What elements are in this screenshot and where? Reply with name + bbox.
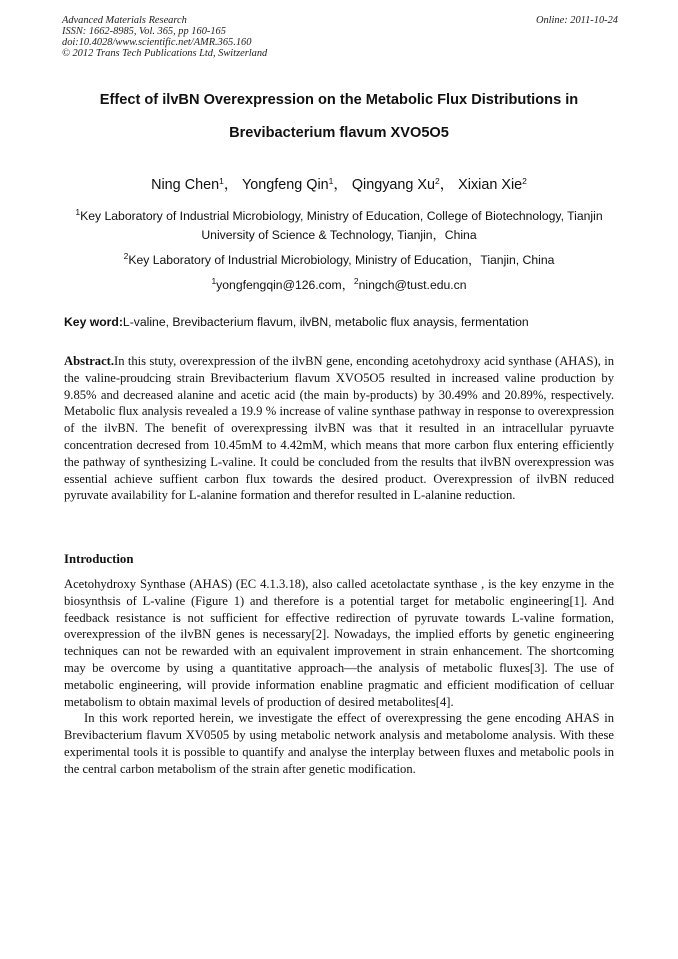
paper-title-line-1: Effect of ilvBN Overexpression on the Metabolic Flux Distributions in [99, 92, 579, 108]
paragraph: In this work reported herein, we investigate the effect of overexpressing the gene encoding AHAS in Brevibacterium flavum XV0505 by using metabolic network analysis and metabolome analysis. With these experimental tools it is possible to quantify and analyse the interplay between fluxes and metabolic pools in the central carbon metabolism of the strain after genetic modification. [64, 711, 614, 776]
paragraph: Acetohydroxy Synthase (AHAS) (EC 4.1.3.18), also called acetolactate synthase , is the key enzyme in the biosynthsis of L-valine (Figure 1) and therefore is a potential target for metabolic engineering[1]. And feedback resistance is not sufficient for effective redirection of pyruvate towards L-valine formation, overexpression of the ilvBN genes is necessary[2]. Nowadays, the implied efforts by genetic engineering techniques can not be rewarded with an equivalent improvement in strain enhancement. The shortcoming may be overcome by using a quantitative approach—the analysis of metabolic fluxes[3]. The use of metabolic engineering, will provide information enabline pragmatic and efficient modification of celluar metabolism to obtain maximal levels of production of desired metabolites[4]. [64, 577, 614, 709]
section-heading-introduction: Introduction [64, 552, 134, 566]
introduction-body [64, 576, 614, 778]
affiliation-1-line-1: Key Laboratory of Industrial Microbiology, Ministry of Education, College of Biotechnology, Tianjin [80, 209, 603, 223]
journal-name: Advanced Materials Research [62, 15, 187, 26]
copyright-line: © 2012 Trans Tech Publications Ltd, Switzerland [62, 48, 268, 59]
journal-header [62, 15, 618, 59]
author-affiliation-mark: 1 [219, 176, 224, 186]
author-separator: ， [223, 177, 239, 193]
abstract-label: Abstract. [64, 354, 115, 368]
affiliation-2 [40, 251, 638, 270]
author-name: Qingyang Xu [351, 177, 436, 193]
author-name: Yongfeng Qin [241, 177, 329, 193]
affiliation-mark: 1 [75, 207, 81, 217]
keywords [64, 315, 624, 329]
abstract-text: In this stuty, overexpression of the ilvBN gene, enconding acetohydroxy acid synthase (AHAS), in the valine-proudcing strain Brevibacterium flavum XVO5O5 resulted in increased valine production by 9.85% and decreased alanine and acetic acid (the main by-products) by 30.49% and 20.89%, respectively. Metabolic flux analysis revealed a 19.9 % increase of valine synthase pathway in response to overexpression of the ilvBN. The benefit of overexpressing ilvBN was that it resulted in an intracellular pyruavte concentration decresed from 10.45mM to 4.42mM, which means that more carbon flux entering efficiently the pathway of synthesizing L-valine. It could be concluded from the results that ilvBN overexpression was essential achieve suffient carbon flux towards the desired product. Overexpression of ilvBN reduced pyruvate availability for L-alanine formation and therefor resulted in L-alanine reduction. [64, 354, 614, 503]
email-1: yongfengqin@126.com， [216, 278, 354, 292]
doi-line: doi:10.4028/www.scientific.net/AMR.365.160 [62, 37, 252, 48]
author-separator: ， [333, 177, 348, 193]
affiliation-1-line-2: University of Science & Technology, Tianjin，China [201, 228, 477, 242]
abstract [64, 353, 614, 504]
email-2: ningch@tust.edu.cn [358, 278, 467, 292]
affiliation-2-text: Key Laboratory of Industrial Microbiology, Ministry of Education，Tianjin, China [128, 253, 555, 267]
email-mark: 1 [211, 276, 217, 286]
affiliation-mark: 2 [123, 251, 129, 261]
paper-title-line-2: Brevibacterium flavum XVO5O5 [229, 125, 449, 141]
author-name: Xixian Xie [458, 177, 523, 193]
author-list [40, 173, 638, 194]
keywords-label: Key word: [64, 315, 123, 329]
online-date: Online: 2011-10-24 [535, 15, 618, 26]
affiliation-1 [40, 207, 638, 245]
email-line [40, 276, 638, 295]
author-affiliation-mark: 2 [435, 176, 440, 186]
issn-line: ISSN: 1662-8985, Vol. 365, pp 160-165 [62, 26, 226, 37]
email-mark: 2 [353, 276, 359, 286]
author-separator: ， [439, 177, 455, 193]
keywords-text: L-valine, Brevibacterium flavum, ilvBN, metabolic flux anaysis, fermentation [122, 315, 529, 329]
author-affiliation-mark: 2 [522, 176, 527, 186]
author-affiliation-mark: 1 [328, 176, 334, 186]
author-name: Ning Chen [151, 177, 220, 193]
